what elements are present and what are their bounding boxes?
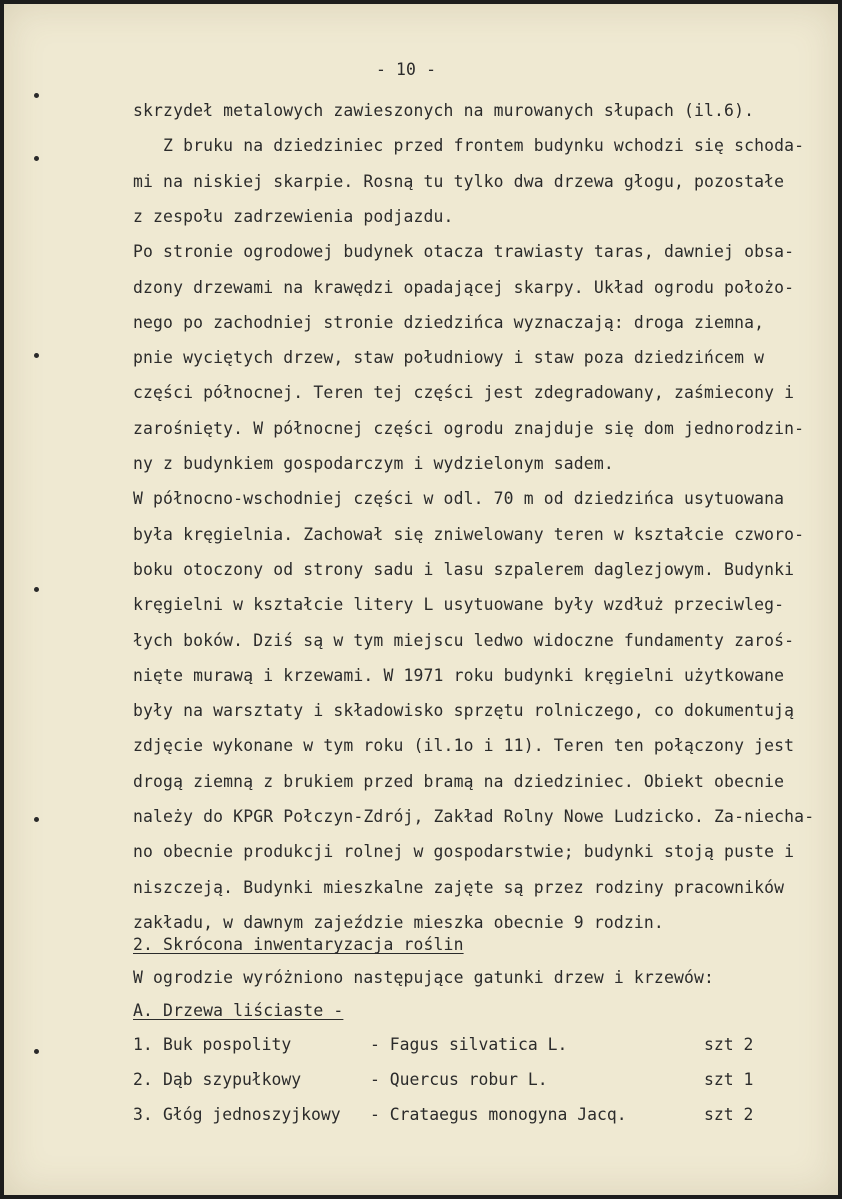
text-line: niszczeją. Budynki mieszkalne zajęte są przez rodziny pracowników	[133, 877, 785, 897]
text-line: nięte murawą i krzewami. W 1971 roku budynki kręgielni użytkowane	[133, 665, 785, 685]
plant-count: szt 2	[704, 1105, 754, 1124]
plant-common-name: Głóg jednoszyjkowy	[163, 1105, 341, 1124]
text-line: kręgielni w kształcie litery L usytuowane były wzdłuż przeciwleg-	[133, 595, 785, 615]
text-line: Po stronie ogrodowej budynek otacza trawiasty taras, dawniej obsa-	[133, 242, 795, 262]
plant-number: 3.	[133, 1105, 153, 1124]
plant-number: 2.	[133, 1070, 153, 1089]
plant-count: szt 1	[704, 1070, 754, 1089]
text-line: pnie wyciętych drzew, staw południowy i staw poza dziedzińcem w	[133, 348, 765, 368]
text-line: drogą ziemną z brukiem przed bramą na dziedziniec. Obiekt obecnie	[133, 771, 785, 791]
text-line: z zespołu zadrzewienia podjazdu.	[133, 206, 454, 226]
plant-latin-name: - Crataegus monogyna Jacq.	[370, 1105, 627, 1124]
text-line: była kręgielnia. Zachował się zniwelowany teren w kształcie czworo-	[133, 524, 805, 544]
text-line: części północnej. Teren tej części jest zdegradowany, zaśmiecony i	[133, 383, 795, 403]
text-line: skrzydeł metalowych zawieszonych na murowanych słupach (il.6).	[133, 101, 755, 120]
punch-hole	[34, 817, 39, 822]
punch-hole	[34, 156, 39, 161]
text-line: należy do KPGR Połczyn-Zdrój, Zakład Rolny Nowe Ludzicko. Za-niecha-	[133, 807, 815, 826]
text-line: no obecnie produkcji rolnej w gospodarstwie; budynki stoją puste i	[133, 842, 795, 862]
text-line: łych boków. Dziś są w tym miejscu ledwo widoczne fundamenty zaroś-	[133, 630, 795, 650]
text-line: W północno-wschodniej części w odl. 70 m od dziedzińca usytuowana	[133, 489, 785, 509]
plant-common-name: Dąb szypułkowy	[163, 1070, 302, 1089]
text-line: Z bruku na dziedziniec przed frontem budynku wchodzi się schoda-	[133, 136, 805, 156]
page-number: - 10 -	[376, 60, 437, 79]
plant-number: 1.	[133, 1035, 153, 1054]
plant-latin-name: - Fagus silvatica L.	[370, 1035, 568, 1054]
text-line: zarośnięty. W północnej części ogrodu znajduje się dom jednorodzin-	[133, 418, 805, 438]
text-line: zdjęcie wykonane w tym roku (il.1o i 11). Teren ten połączony jest	[133, 736, 795, 756]
text-line: boku otoczony od strony sadu i lasu szpalerem daglezjowym. Budynki	[133, 559, 795, 579]
intro-line: W ogrodzie wyróżniono następujące gatunki drzew i krzewów:	[133, 968, 715, 987]
plant-count: szt 2	[704, 1035, 754, 1054]
text-line: nego po zachodniej stronie dziedzińca wyznaczają: droga ziemna,	[133, 312, 765, 332]
text-line: ny z budynkiem gospodarczym i wydzielonym sadem.	[133, 454, 614, 473]
text-line: mi na niskiej skarpie. Rosną tu tylko dwa drzewa głogu, pozostałe	[133, 171, 785, 191]
text-line: zakładu, w dawnym zajeździe mieszka obecnie 9 rodzin.	[133, 912, 664, 932]
punch-hole	[34, 353, 39, 358]
punch-hole	[34, 93, 39, 98]
punch-hole	[34, 587, 39, 592]
subheading: A. Drzewa liściaste -	[133, 1001, 344, 1020]
punch-hole	[34, 1049, 39, 1054]
plant-latin-name: - Quercus robur L.	[370, 1070, 548, 1089]
text-line: były na warsztaty i składowisko sprzętu rolniczego, co dokumentują	[133, 701, 795, 721]
plant-common-name: Buk pospolity	[163, 1035, 292, 1054]
section-heading: 2. Skrócona inwentaryzacja roślin	[133, 935, 464, 954]
document-page	[4, 4, 838, 1195]
text-line: dzony drzewami na krawędzi opadającej skarpy. Układ ogrodu położo-	[133, 277, 795, 297]
